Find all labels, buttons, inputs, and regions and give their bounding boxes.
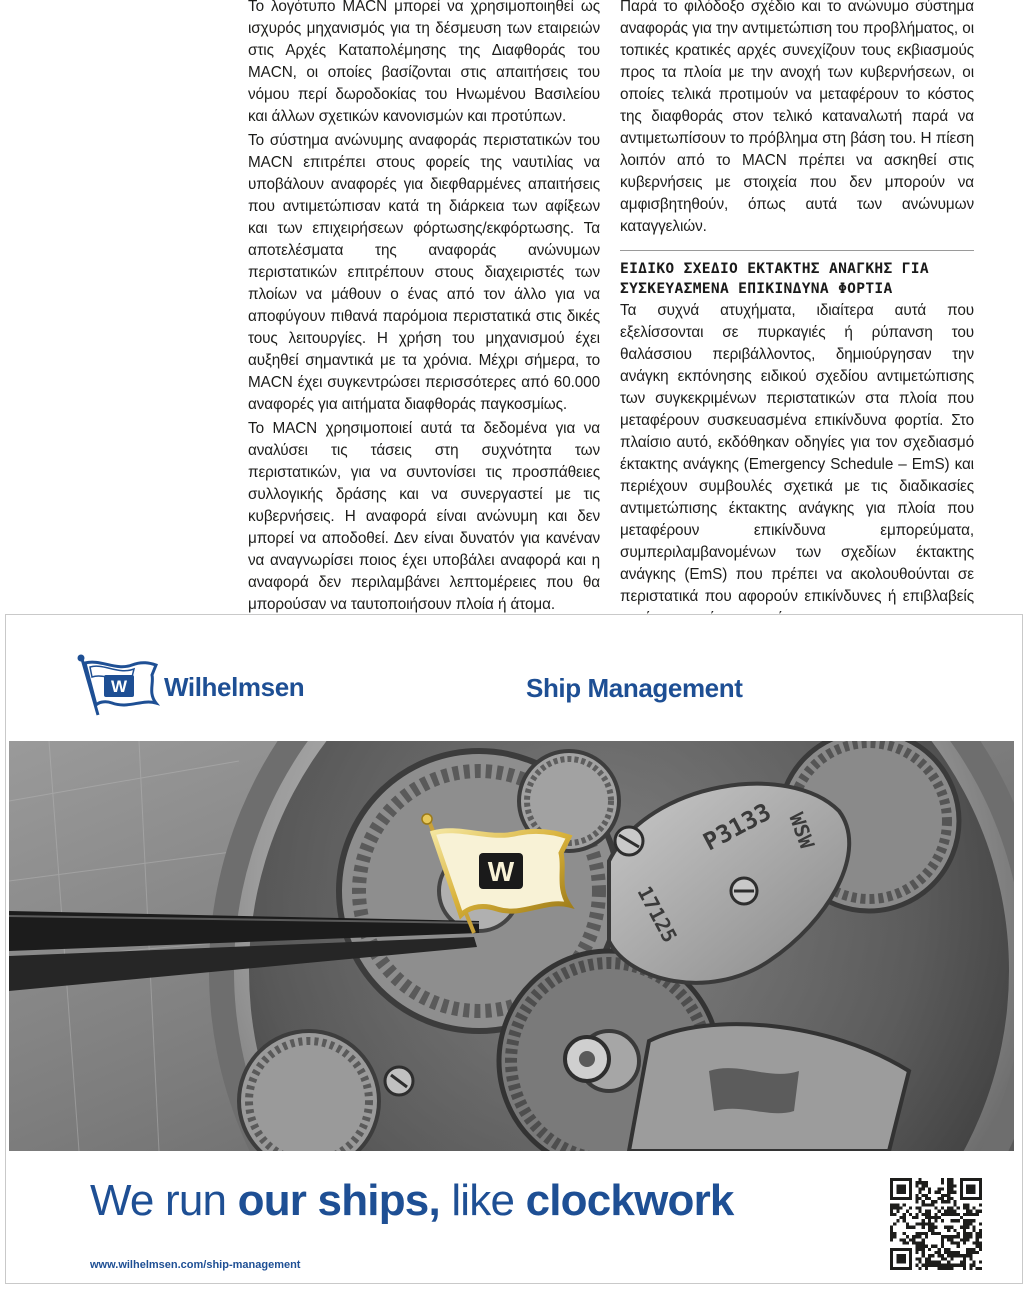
brand-name: Wilhelmsen: [164, 672, 305, 702]
pin-letter: W: [487, 856, 515, 887]
engraving-serial: 17125: [632, 882, 683, 947]
slogan-our-ships: our ships,: [237, 1176, 440, 1225]
ad-slogan: [90, 1175, 734, 1227]
article-right-column: [620, 0, 974, 632]
slogan-clockwork: clockwork: [525, 1176, 734, 1225]
ship-management-title: Ship Management: [526, 673, 743, 703]
article-left-column: [248, 0, 600, 618]
website-link[interactable]: www.wilhelmsen.com/ship-management: [90, 1259, 301, 1271]
section-heading-line-2: ΣΥΣΚΕΥΑΣΜΕΝΑ ΕΠΙΚΙΝΔΥΝΑ ΦΟΡΤΙΑ: [620, 280, 893, 297]
paragraph-macn-logo: Το λογότυπο MACN μπορεί να χρησιμοποιηθεί ως ισχυρός μηχανισμός για τη δέσμευση των εταιρειών στις Αρχές Καταπολέμησης της Διαφθοράς του MACN, οι οποίες βασίζονται στις απαιτήσεις του νόμου περί δωροδοκίας του Ηνωμένου Βασιλείου και άλλων σχετικών κανονισμών και προτύπων.: [248, 0, 600, 125]
paragraph-anonymous-reporting: Το σύστημα ανώνυμης αναφοράς περιστατικών του MACN επιτρέπει στους φορείς της ναυτιλίας να υποβάλουν αναφορές για διεφθαρμένες απαιτήσεις που αντιμετώπισαν κατά τη διάρκεια των αφίξεων και των επιχειρήσεων φόρτωσης/εκφόρτωσης. Τα αποτελέσματα της αναφοράς ανώνυμων περιστατικών επιτρέπουν στους διαχειριστές των πλοίων να μάθουν ο ένας από τον άλλο για να αποφύγουν πιθανά παρόμοια περιστατικά στις δικές τους λειτουργίες. Η χρήση του μηχανισμού έχει αυξηθεί σημαντικά με τα χρόνια. Μέχρι σήμερα, το MACN έχει συγκεντρώσει περισσότερες από 60.000 αναφορές για αιτήματα διαφθοράς παγκοσμίως.: [248, 132, 600, 413]
section-divider: [620, 250, 974, 251]
watch-movement-illustration: [9, 741, 1014, 1151]
section-heading-line-1: ΕΙΔΙΚΟ ΣΧΕΔΙΟ ΕΚΤΑΚΤΗΣ ΑΝΑΓΚΗΣ ΓΙΑ: [620, 260, 929, 277]
qr-code[interactable]: [890, 1178, 982, 1270]
paragraph-government-pressure: Παρά το φιλόδοξο σχέδιο και το ανώνυμο σύστημα αναφοράς για την αντιμετώπιση του προβλήματος, οι τοπικές κρατικές αρχές συνεχίζουν τους εκβιασμούς προς τα πλοία με την ανοχή των κυβερνήσεων, οι οποίες τελικά προτιμούν να μεταφέρουν το κόστος της διαφθοράς στον τελικό καταναλωτή παρά να αντιμετωπίσουν το πρόβλημα στη βάση του. Η πίεση λοιπόν από το MACN πρέπει να ασκηθεί στις κυβερνήσεις με στοιχεία που δεν μπορούν να αμφισβητηθούν, όπως αυτά των ανώνυμων καταγγελιών.: [620, 0, 974, 235]
flag-icon: [76, 653, 166, 719]
clockwork-photo: [9, 741, 1014, 1151]
qr-code-icon: [890, 1178, 982, 1270]
wilhelmsen-logo: [76, 653, 336, 719]
engraving-caliber: P3133: [698, 797, 776, 857]
engraving-mark: WSW: [784, 809, 820, 852]
paragraph-data-usage: Το MACN χρησιμοποιεί αυτά τα δεδομένα για να αναλύσει τις τάσεις στη συχνότητα των περιστατικών, για να συντονίσει τις προσπάθειες συλλογικής δράσης και να συνεργαστεί με τις κυβερνήσεις. Η αναφορά είναι ανώνυμη και δεν μπορεί να αποδοθεί. Δεν είναι δυνατόν για κανέναν να αναγνωρίσει ποιος έχει υποβάλει αναφορά και η αναφορά δεν περιλαμβάνει λεπτομέρειες που θα μπορούσαν να ταυτοποιήσουν πλοία ή άτομα.: [248, 420, 600, 613]
slogan-we-run: We run: [90, 1176, 238, 1225]
logo-letter: W: [110, 677, 128, 696]
slogan-like: like: [439, 1176, 526, 1225]
section-heading: [620, 259, 974, 299]
wilhelmsen-advertisement: [5, 614, 1023, 1284]
paragraph-ems-schedule: Τα συχνά ατυχήματα, ιδιαίτερα αυτά που εξελίσσονται σε πυρκαγιές ή ρύπανση του θαλάσσιου περιβάλλοντος, δημιούργησαν την ανάγκη εκπόνησης ειδικού σχεδίου αντιμετώπισης των συγκεκριμένων περιστατικών στα πλοία που μεταφέρουν συσκευασμένα επικίνδυνα φορτία. Στο πλαίσιο αυτό, εκδόθηκαν οδηγίες για τον σχεδιασμό έκτακτης ανάγκης (Emergency Schedule – EmS) και περιέχουν συμβουλές σχετικά με τις διαδικασίες αντιμετώπισης έκτακτης ανάγκης για πλοία που μεταφέρουν επικίνδυνα εμπορεύματα, συμπεριλαμβανομένων των σχεδίων έκτακτης ανάγκης (EmS) που πρέπει να ακολουθούνται σε περιστατικά που αφορούν επικίνδυνες ή επιβλαβείς: [620, 302, 974, 605]
